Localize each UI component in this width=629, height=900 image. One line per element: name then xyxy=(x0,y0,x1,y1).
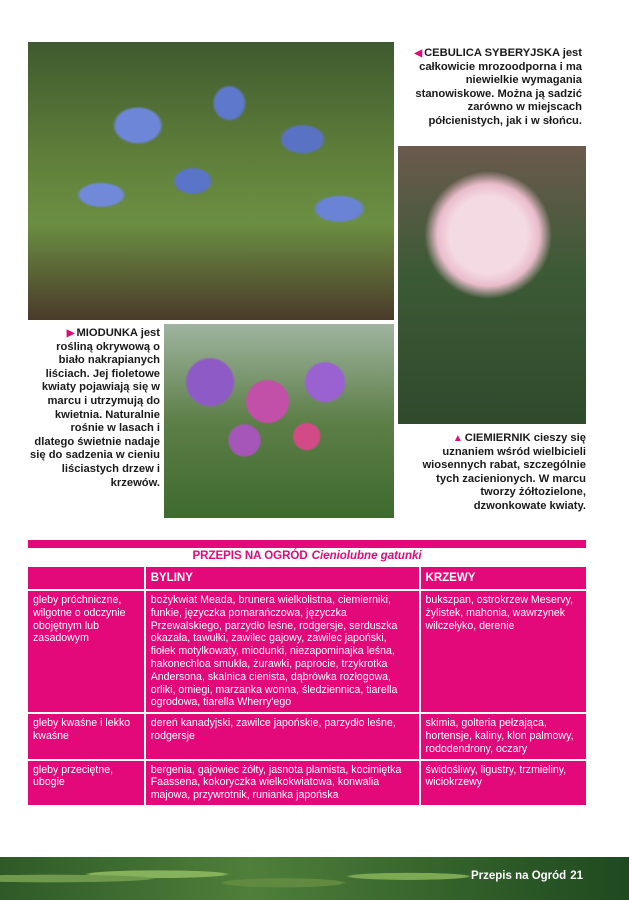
table-row xyxy=(28,714,586,758)
foliage-footer-band xyxy=(0,857,629,900)
caption-text: jest rośliną okrywową o biało nakrapianych liściach. Jej fioletowe kwiaty pojawiają się w marcu i utrzymują do kwietnia. Naturalnie rośnie w lasach i dlatego świetnie nadaje się do sadzenia w cieniu liściastych drzew i krzewów. xyxy=(30,327,160,489)
page-folio xyxy=(471,870,583,882)
scilla-caption xyxy=(402,47,582,129)
caption-title: MIODUNKA xyxy=(76,327,138,339)
recipe-title-text: PRZEPIS NA OGRÓD xyxy=(192,550,308,562)
header-soil xyxy=(28,567,144,589)
species-table xyxy=(26,565,588,807)
recipe-table-section xyxy=(28,540,586,807)
header-shrubs: KRZEWY xyxy=(421,567,586,589)
triangle-up-icon: ▲ xyxy=(452,433,463,444)
soil-cell: gleby kwaśne i lekko kwaśne xyxy=(28,714,144,758)
caption-text: cieszy się uznaniem wśród wielbicieli wiosennych rabat, szczególnie tych zacienionych. W marcu tworzy żółtozielone, dzwonkowate kwiaty. xyxy=(422,432,586,512)
perennials-cell: bożykwiat Meada, brunera wielkolistna, ciemierniki, funkie, języczka pomarańczowa, języczka Przewalskiego, parzydło leśne, rodgersje, serduszka okazała, tawułki, zawilec gajowy, zawilec japoński, fiołek motylkowaty, miodunki, niezapominajka leśna, hakonechloa smukła, żurawki, paprocie, trzykrotka Andersona, skalnica cienista, dąbrówka rozłogowa, orliki, omiegi, marzanka wonna, śledziennica, tiarella ogrodowa, tiarella Wherry'ego xyxy=(146,591,419,712)
soil-cell: gleby próchniczne, wilgotne o odczynie obojętnym lub zasadowym xyxy=(28,591,144,712)
table-row xyxy=(28,591,586,712)
hellebore-photo xyxy=(398,146,586,424)
caption-title: CIEMIERNIK xyxy=(464,432,531,444)
page-number: 21 xyxy=(570,870,583,882)
triangle-right-icon: ▶ xyxy=(66,328,75,339)
caption-text: jest całkowicie mrozoodporna i ma niewielkie wymagania stanowiskowe. Można ją sadzić zarówno w miejscach półcienistych, jak i w słońcu. xyxy=(415,47,582,127)
recipe-subtitle: Cieniolubne gatunki xyxy=(311,550,422,562)
header-perennials: BYLINY xyxy=(146,567,419,589)
perennials-cell: bergenia, gajowiec żółty, jasnota plamista, kocimiętka Faassena, kokoryczka wielkokwiatowa, konwalia majowa, przywrotnik, runianka japońska xyxy=(146,761,419,805)
section-name: Przepis na Ogród xyxy=(470,870,567,882)
perennials-cell: dereń kanadyjski, zawilce japońskie, parzydło leśne, rodgersje xyxy=(146,714,419,758)
table-row xyxy=(28,761,586,805)
miodunka-caption xyxy=(28,327,160,490)
accent-bar xyxy=(28,540,586,548)
table-header-row xyxy=(28,567,586,589)
caption-title: CEBULICA SYBERYJSKA xyxy=(424,47,560,59)
pulmonaria-photo xyxy=(164,324,394,518)
shrubs-cell: świdośliwy, ligustry, trzmieliny, wiciokrzewy xyxy=(421,761,586,805)
soil-cell: gleby przeciętne, ubogie xyxy=(28,761,144,805)
ciemiernik-caption xyxy=(406,432,586,514)
shrubs-cell: bukszpan, ostrokrzew Meservy, żylistek, mahonia, wawrzynek wilczełyko, derenie xyxy=(421,591,586,712)
scilla-photo xyxy=(28,42,394,320)
triangle-left-icon: ◀ xyxy=(414,48,423,59)
recipe-title xyxy=(28,548,586,565)
shrubs-cell: skimia, golteria pełzająca, hortensje, kaliny, klon palmowy, rododendrony, oczary xyxy=(421,714,586,758)
